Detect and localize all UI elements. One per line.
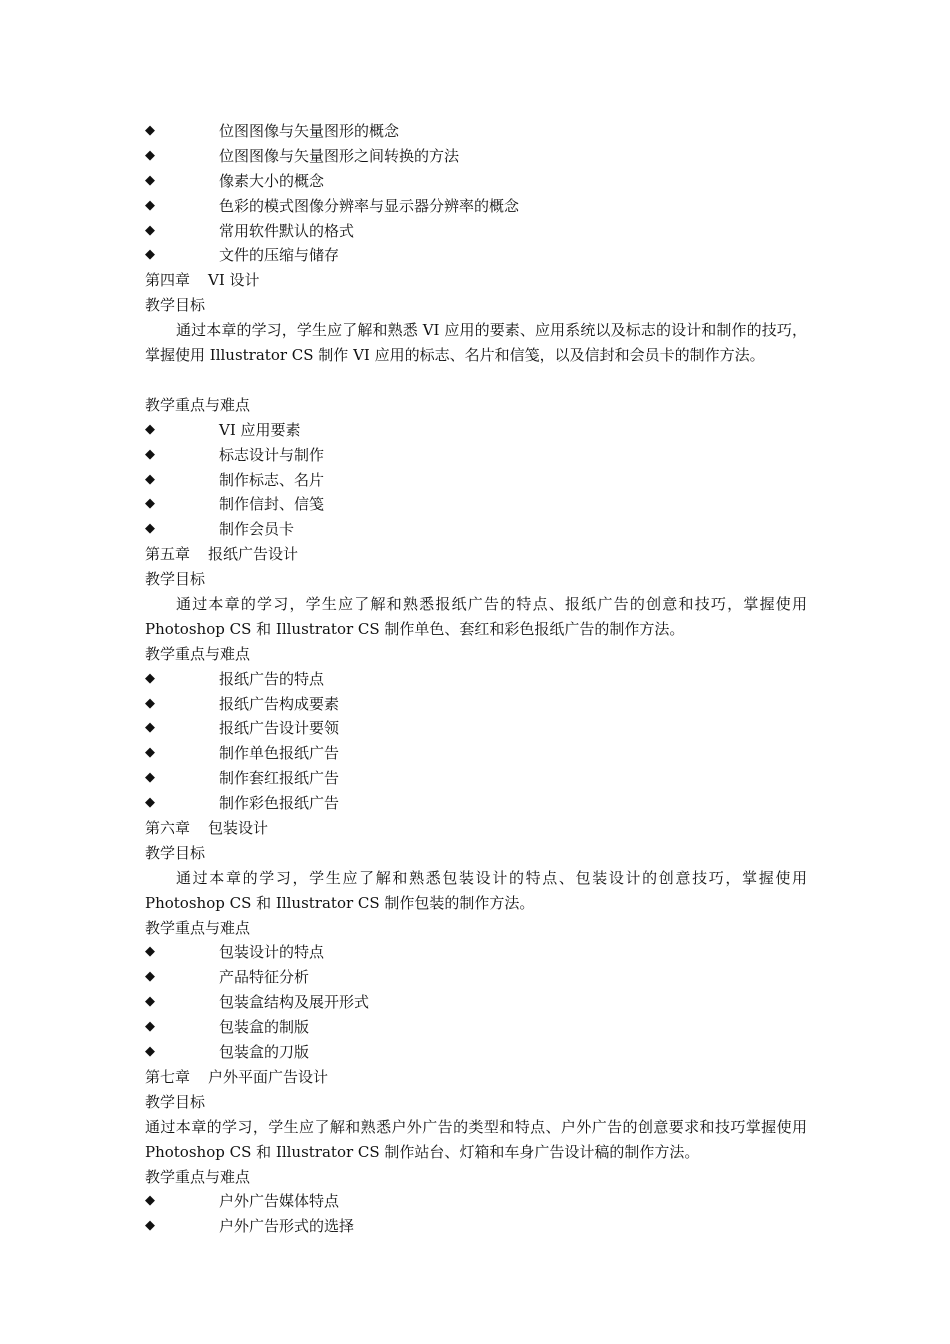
goal-heading: 教学目标 — [145, 570, 206, 589]
chapter-7-section — [145, 1065, 807, 1239]
chapter-heading — [145, 816, 807, 841]
list-item-text: 产品特征分析 — [219, 968, 310, 987]
diamond-bullet-icon: ◆ — [145, 1218, 155, 1234]
list-item — [145, 1214, 807, 1239]
chapter-heading — [145, 1065, 807, 1090]
chapter-6-section — [145, 816, 807, 1065]
list-item-text: 报纸广告的特点 — [219, 669, 325, 688]
list-item — [145, 517, 807, 542]
list-item — [145, 468, 807, 493]
list-item — [145, 940, 807, 965]
list-item — [145, 119, 807, 144]
chapter-4-section — [145, 268, 807, 542]
list-item-text: 报纸广告设计要领 — [219, 719, 340, 738]
goal-heading: 教学目标 — [145, 1092, 206, 1111]
list-item-text: 包装设计的特点 — [219, 943, 325, 962]
list-item-text: 制作彩色报纸广告 — [219, 794, 340, 813]
list-item — [145, 741, 807, 766]
list-item — [145, 766, 807, 791]
list-item-text: 常用软件默认的格式 — [219, 221, 355, 240]
chapter-number: 第五章 — [145, 545, 191, 564]
list-item — [145, 791, 807, 816]
list-item-text: 户外广告媒体特点 — [219, 1192, 340, 1211]
chapter-heading — [145, 542, 807, 567]
list-item — [145, 667, 807, 692]
list-item — [145, 443, 807, 468]
list-item-text: 包装盒的刀版 — [219, 1043, 310, 1062]
list-item — [145, 219, 807, 244]
diamond-bullet-icon: ◆ — [145, 670, 155, 686]
list-item-text: 制作套红报纸广告 — [219, 769, 340, 788]
key-points-heading: 教学重点与难点 — [145, 395, 251, 414]
list-item-text: 像素大小的概念 — [219, 171, 325, 190]
key-points-heading: 教学重点与难点 — [145, 1167, 251, 1186]
list-item — [145, 1040, 807, 1065]
list-item-text: 制作标志、名片 — [219, 470, 325, 489]
list-item-text: 文件的压缩与储存 — [219, 246, 340, 265]
list-item-text: VI 应用要素 — [219, 420, 301, 439]
diamond-bullet-icon: ◆ — [145, 720, 155, 736]
intro-bullet-list — [145, 119, 807, 268]
diamond-bullet-icon: ◆ — [145, 969, 155, 985]
diamond-bullet-icon: ◆ — [145, 446, 155, 462]
chapter-heading — [145, 268, 807, 293]
list-item-text: 包装盒的制版 — [219, 1018, 310, 1037]
diamond-bullet-icon: ◆ — [145, 770, 155, 786]
goal-paragraph: 通过本章的学习，学生应了解和熟悉 VI 应用的要素、应用系统以及标志的设计和制作的技巧，掌握使用 Illustrator CS 制作 VI 应用的标志、名片和信笺，以及信封和会员卡的制作方法。 — [145, 321, 807, 365]
list-item-text: 报纸广告构成要素 — [219, 694, 340, 713]
diamond-bullet-icon: ◆ — [145, 496, 155, 512]
diamond-bullet-icon: ◆ — [145, 222, 155, 238]
list-item-text: 制作会员卡 — [219, 520, 295, 539]
goal-paragraph: 通过本章的学习，学生应了解和熟悉户外广告的类型和特点、户外广告的创意要求和技巧掌握使用 Photoshop CS 和 Illustrator CS 制作站台、灯箱和车身广告设计稿的制作方法。 — [145, 1117, 807, 1161]
diamond-bullet-icon: ◆ — [145, 1193, 155, 1209]
blank-line — [145, 368, 807, 393]
list-item — [145, 144, 807, 169]
list-item-text: 位图图像与矢量图形的概念 — [219, 122, 400, 140]
key-points-heading: 教学重点与难点 — [145, 644, 251, 663]
diamond-bullet-icon: ◆ — [145, 745, 155, 761]
list-item — [145, 243, 807, 268]
list-item — [145, 492, 807, 517]
diamond-bullet-icon: ◆ — [145, 421, 155, 437]
list-item — [145, 990, 807, 1015]
list-item-text: 制作单色报纸广告 — [219, 744, 340, 763]
diamond-bullet-icon: ◆ — [145, 1044, 155, 1060]
goal-paragraph: 通过本章的学习，学生应了解和熟悉包装设计的特点、包装设计的创意技巧，掌握使用 Photoshop CS 和 Illustrator CS 制作包装的制作方法。 — [145, 868, 807, 912]
list-item — [145, 169, 807, 194]
goal-paragraph: 通过本章的学习，学生应了解和熟悉报纸广告的特点、报纸广告的创意和技巧，掌握使用 Photoshop CS 和 Illustrator CS 制作单色、套红和彩色报纸广告的制作方法。 — [145, 594, 807, 638]
list-item-text: 户外广告形式的选择 — [219, 1217, 355, 1236]
diamond-bullet-icon: ◆ — [145, 1019, 155, 1035]
list-item — [145, 1015, 807, 1040]
chapter-5-section — [145, 542, 807, 816]
list-item-text: 包装盒结构及展开形式 — [219, 993, 370, 1012]
chapter-number: 第七章 — [145, 1067, 191, 1086]
diamond-bullet-icon: ◆ — [145, 994, 155, 1010]
list-item — [145, 716, 807, 741]
diamond-bullet-icon: ◆ — [145, 147, 155, 163]
list-item — [145, 418, 807, 443]
chapter-number: 第六章 — [145, 819, 191, 837]
list-item — [145, 965, 807, 990]
goal-heading: 教学目标 — [145, 843, 206, 862]
document-page — [145, 119, 807, 1239]
chapter-title: 报纸广告设计 — [208, 545, 299, 564]
list-item — [145, 194, 807, 219]
key-points-heading: 教学重点与难点 — [145, 918, 251, 937]
diamond-bullet-icon: ◆ — [145, 944, 155, 960]
diamond-bullet-icon: ◆ — [145, 521, 155, 537]
goal-heading: 教学目标 — [145, 296, 206, 315]
chapter-number: 第四章 — [145, 271, 191, 290]
diamond-bullet-icon: ◆ — [145, 795, 155, 811]
chapter-title: VI 设计 — [208, 271, 260, 290]
diamond-bullet-icon: ◆ — [145, 123, 155, 138]
diamond-bullet-icon: ◆ — [145, 695, 155, 711]
list-item — [145, 692, 807, 717]
diamond-bullet-icon: ◆ — [145, 247, 155, 263]
list-item-text: 标志设计与制作 — [219, 445, 325, 464]
diamond-bullet-icon: ◆ — [145, 172, 155, 188]
chapter-title: 户外平面广告设计 — [208, 1067, 329, 1086]
chapter-title: 包装设计 — [208, 819, 269, 837]
list-item-text: 色彩的模式图像分辨率与显示器分辨率的概念 — [219, 196, 520, 215]
list-item-text: 位图图像与矢量图形之间转换的方法 — [219, 146, 460, 165]
diamond-bullet-icon: ◆ — [145, 197, 155, 213]
list-item — [145, 1189, 807, 1214]
diamond-bullet-icon: ◆ — [145, 471, 155, 487]
list-item-text: 制作信封、信笺 — [219, 495, 325, 514]
